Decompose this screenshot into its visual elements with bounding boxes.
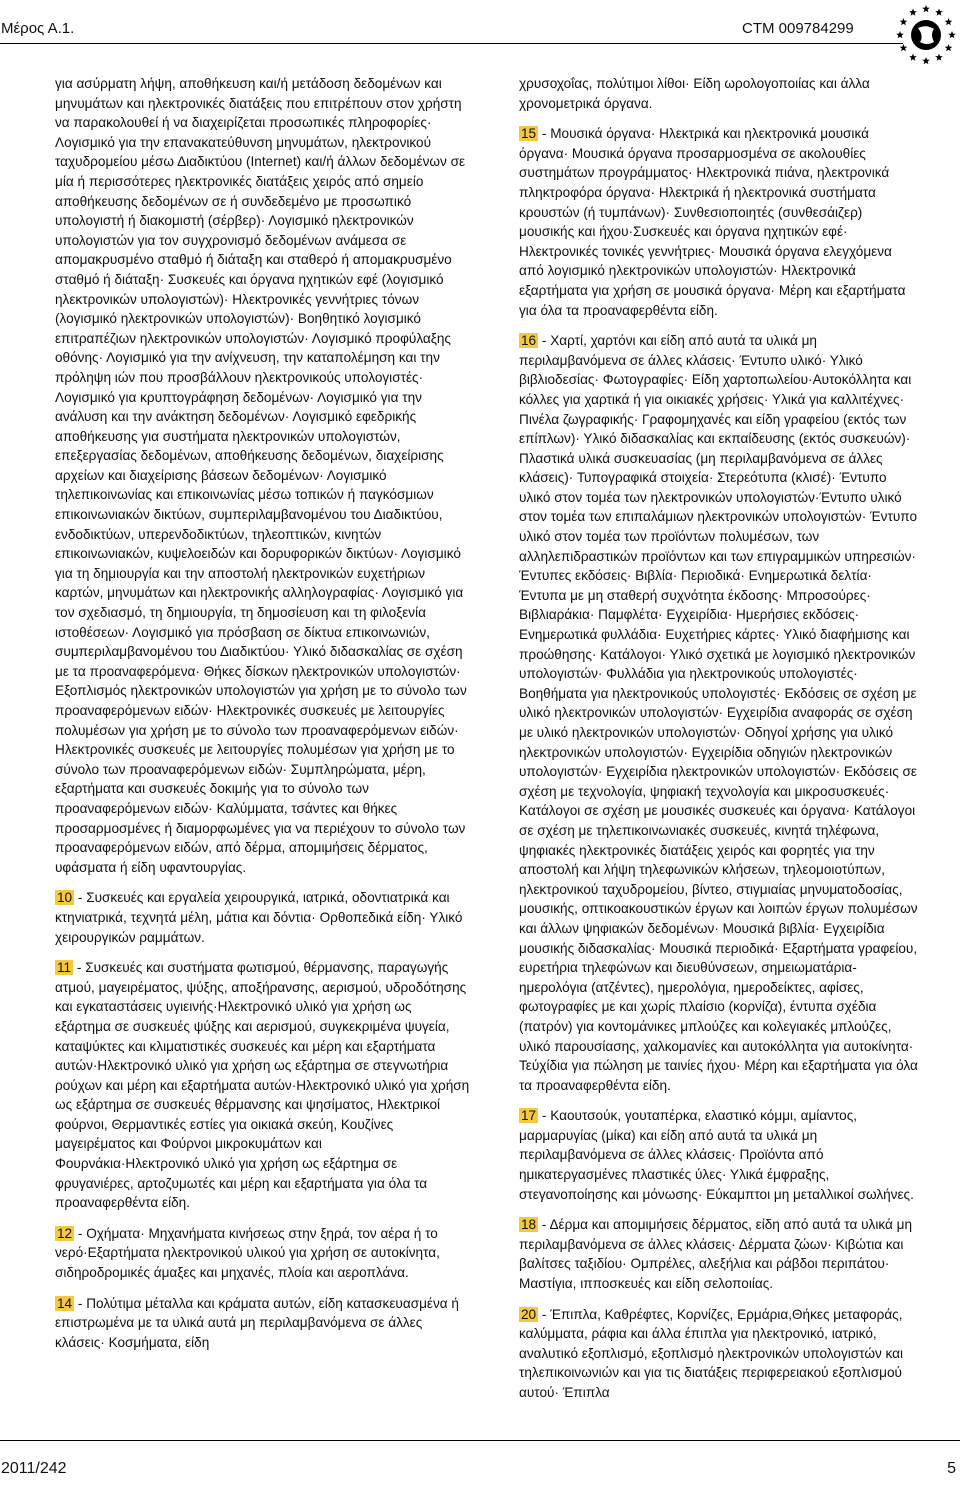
class-paragraph-20 (519, 1305, 919, 1403)
star-icon (935, 8, 943, 15)
class-number-badge: 17 (521, 1108, 537, 1124)
part-label: Μέρος Α.1. (1, 20, 75, 37)
star-icon (948, 31, 956, 38)
star-icon (900, 44, 908, 51)
star-icon (900, 18, 908, 25)
class-number-badge: 16 (521, 333, 537, 349)
class-paragraph-17 (519, 1106, 919, 1204)
class-number-badge: 12 (57, 1225, 73, 1241)
paragraph-text: - Μουσικά όργανα· Ηλεκτρικά και ηλεκτρονικά μουσικά όργανα· Μουσικά όργανα προσαρμοσμένα σε ακολουθίες συστημάτων προγράμματος· Ηλεκτρονικά πιάνα, ηλεκτρονικά πληκτροφόρα όργανα· Ηλεκτρικά ή ηλεκτρονικά συστήματα κρουστών (ή τυμπάνων)· Συνθεσιοποιητές (συνθεσάιζερ) μουσικής και ήχου·Συσκευές και όργανα ηχητικών εφέ· Ηλεκτρονικές τονικές γεννήτριες· Μουσικά όργανα ελεγχόμενα από λογισμικό ηλεκτρονικών υπολογιστών· Ηλεκτρονικά εξαρτήματα για χρήση σε μουσικά όργανα· Μέρη και εξαρτήματα για όλα τα προαναφερθέντα είδη. (519, 126, 906, 318)
class-number-badge: 15 (521, 126, 537, 142)
star-icon (909, 54, 917, 61)
class-paragraph-18 (519, 1215, 919, 1293)
star-icon (945, 44, 953, 51)
paragraph-text: χρυσοχοΐας, πολύτιμοι λίθοι· Είδη ωρολογοποιίας και άλλα χρονομετρικά όργανα. (519, 76, 870, 111)
class-number-badge: 10 (57, 890, 73, 906)
class-number-badge: 11 (57, 960, 72, 976)
class-paragraph-15 (519, 124, 919, 320)
mark-number: CTM 009784299 (742, 20, 854, 37)
star-icon (896, 31, 904, 38)
right-column (519, 74, 919, 1403)
star-icon (909, 8, 917, 15)
paragraph-text: - Χαρτί, χαρτόνι και είδη από αυτά τα υλικά μη περιλαμβανόμενα σε άλλες κλάσεις· Έντυπο υλικό· Υλικό βιβλιοδεσίας· Φωτογραφίες· Είδη χαρτοπωλείου·Αυτοκόλλητα και κόλλες για χαρτικά ή για οικιακές χρήσεις· Υλικά για καλλιτέχνες· Πινέλα ζωγραφικής· Γραφομηχανές και είδη γραφείου (εκτός των επίπλων)· Υλικό διδασκαλίας και εκπαίδευσης (εκτός συσκευών)· Πλαστικά υλικά συσκευασίας (μη περιλαμβανόμενα σε άλλες κλάσεις)· Τυπογραφικά στοιχεία· Στερεότυπα (κλισέ)· Έντυπο υλικό στον τομέα των ηλεκτρονικών υπολογιστών·Έντυπο υλικό στον τομέα των επιπαλάμιων ηλεκτρονικών υπολογιστών· Έντυπο υλικό στον τομέα των προϊόντων πολυμέσων, των αλληλεπιδραστικών προϊόντων και των επιγραμμικών υπηρεσιών· Έντυπες εκδόσεις· Βιβλία· Περιοδικά· Ενημερωτικά δελτία· Έντυπα με μη σταθερή συχνότητα έκδοσης· Μπροσούρες· Βιβλιαράκια· Παμφλέτα· Εγχειρίδια· Ημερήσιες εκδόσεις· Ενημερωτικά φυλλάδια· Ευχετήριες κάρτες· Υλικό διαφήμισης και προώθησης· Κατάλογοι· Υλικό σχετικά με λογισμικό ηλεκτρονικών υπολογιστών· Φυλλάδια για ηλεκτρονικούς υπολογιστές· Βοηθήματα για ηλεκτρονικούς υπολογιστές· Εκδόσεις σε σχέση με υλικό ηλεκτρονικών υπολογιστών· Εγχειρίδια αναφοράς σε σχέση με υλικό ηλεκτρονικών υπολογιστών· Οδηγοί χρήσης για υλικό ηλεκτρονικών υπολογιστών· Εγχειρίδια οδηγιών ηλεκτρονικών υπολογιστών· Εγχειρίδια ηλεκτρονικών υπολογιστών· Εκδόσεις σε σχέση με τεχνολογία, ψηφιακή τεχνολογία και μικροσυσκευές· Κατάλογοι σε σχέση με μουσικές συσκευές και όργανα· Κατάλογοι σε σχέση με τηλεπικοινωνιακές συσκευές, κινητά τηλέφωνα, ψηφιακές ηλεκτρονικές διατάξεις χειρός και φορητές για την αποστολή και λήψη τηλεφωνικών κλήσεων, τηλεομοιοτύπων, ηλεκτρονικού ταχυδρομείου, βίντεο, στιγμιαίας μηνυματοδοσίας, μουσικής, οπτικοακουστικών έργων και λοιπών έργων πολυμέσων και άλλων ψηφιακών δεδομένων· Μουσικά βιβλία· Εγχειρίδια μουσικής διδασκαλίας· Μουσικά περιοδικά· Εξαρτήματα γραφείου, ευρετήρια τηλεφώνων και διευθύνσεων, σημειωματάρια-ημερολόγια (ατζέντες), ημερολόγια, ημεροδείκτες, αφίσες, φωτογραφίες με και χωρίς πλαίσιο (κορνίζα), έντυπα σχέδια (πατρόν) για κοντομάνικες μπλούζες και κολεγιακές μπλούζες, υλικό παρουσίασης, χαλκομανίες και αυτοκόλλητα για αυτοκίνητα· Τεύχίδια για πώληση με ταινίες ήχου· Μέρη και εξαρτήματα για όλα τα προαναφερθέντα είδη. (519, 333, 918, 1093)
issue-number: 2011/242 (1, 1460, 67, 1477)
star-icon (945, 18, 953, 25)
left-column (55, 74, 470, 1352)
paragraph-text: - Συσκευές και συστήματα φωτισμού, θέρμανσης, παραγωγής ατμού, μαγειρέματος, ψύξης, αποξήρανσης, αερισμού, υδροδότησης και εγκαταστάσεις υγιεινής·Ηλεκτρονικό υλικό για χρήση ως εξάρτημα σε συσκευές ψύξης και αερισμού, συγκεκριμένα ψυγεία, καταψύκτες και κλιματιστικές συσκευές και μέρη και εξαρτήματα αυτών·Ηλεκτρονικό υλικό για χρήση ως εξάρτημα σε στεγνωτήρια ρούχων και μέρη και εξαρτήματα αυτών·Ηλεκτρονικό υλικό για χρήση ως εξάρτημα σε συσκευές θέρμανσης και ψησίματος, Ηλεκτρικοί φούρνοι, Θερμαντικές εστίες για οικιακά σκεύη, Κουζίνες μαγειρέματος και Φούρνοι μικροκυμάτων και Φουρνάκια·Ηλεκτρονικό υλικό για χρήση ως εξάρτημα σε φρυγανιέρες, αρτοζυμωτές και μέρη και εξαρτήματα για όλα τα προαναφερθέντα είδη. (55, 960, 470, 1211)
paragraph-text: - Οχήματα· Μηχανήματα κινήσεως στην ξηρά, τον αέρα ή το νερό·Εξαρτήματα ηλεκτρονικού υλικού για χρήση σε αυτοκίνητα, σιδηροδρομικές άμαξες και μηχανές, πλοία και αεροπλάνα. (55, 1225, 440, 1281)
paragraph-text: - Καουτσούκ, γουταπέρκα, ελαστικό κόμμι, αμίαντος, μαρμαρυγίας (μίκα) και είδη από αυτά τα υλικά μη περιλαμβανόμενα σε άλλες κλάσεις· Προϊόντα από ημικατεργασμένες πλαστικές ύλες· Υλικά έμφραξης, στεγανοποίησης και μόνωσης· Εύκαμπτοι μη μεταλλικοί σωλήνες. (519, 1108, 914, 1202)
emblem-center-icon (911, 20, 941, 50)
class-number-badge: 18 (521, 1217, 537, 1233)
paragraph-text: - Δέρμα και απομιμήσεις δέρματος, είδη από αυτά τα υλικά μη περιλαμβανόμενα σε άλλες κλάσεις· Δέρματα ζώων· Κιβώτια και βαλίτσες ταξιδίου· Ομπρέλες, αλεξήλια και ράβδοι περιπάτου· Μαστίγια, ιπποσκευές και είδη σελοποιίας. (519, 1217, 913, 1292)
footer-rule (0, 1440, 960, 1441)
class-number-badge: 20 (521, 1306, 537, 1322)
paragraph-text: - Έπιπλα, Καθρέφτες, Κορνίζες, Ερμάρια,Θήκες μεταφοράς, καλύμματα, ράφια και άλλα έπιπλα για ηλεκτρονικό, ιατρικό, αναλυτικό εξοπλισμό, εξοπλισμό ηλεκτρονικών υπολογιστών και τηλεπικοινωνιών και για τις διατάξεις περιφερειακού εξοπλισμού αυτού· Έπιπλα (519, 1306, 904, 1400)
class-number-badge: 14 (57, 1295, 73, 1311)
class-paragraph-11 (55, 958, 470, 1213)
star-icon (935, 54, 943, 61)
class-paragraph-12 (55, 1224, 470, 1283)
continuation-paragraph (55, 74, 470, 877)
page-header (0, 0, 960, 52)
paragraph-text: - Πολύτιμα μέταλλα και κράματα αυτών, είδη κατασκευασμένα ή επιστρωμένα με τα υλικά αυτά μη περιλαμβανόμενα σε άλλες κλάσεις· Κοσμήματα, είδη (55, 1295, 459, 1350)
star-icon (922, 57, 930, 64)
continuation-paragraph (519, 74, 919, 113)
paragraph-text: - Συσκευές και εργαλεία χειρουργικά, ιατρικά, οδοντιατρικά και κτηνιατρικά, τεχνητά μέλη, μάτια και δόντια· Ορθοπεδικά είδη· Υλικό χειρουργικών ραμμάτων. (55, 890, 463, 945)
class-paragraph-14 (55, 1294, 470, 1353)
page-footer (0, 1440, 960, 1489)
eu-stars-emblem-icon (894, 2, 958, 66)
star-icon (922, 5, 930, 12)
paragraph-text: για ασύρματη λήψη, αποθήκευση και/ή μετάδοση δεδομένων και μηνυμάτων και ηλεκτρονικές διατάξεις που επιτρέπουν στον χρήστη να παρακολουθεί ή να διαχειρίζεται προσωπικές πληροφορίες· Λογισμικό για την επανακατεύθυνση μηνυμάτων, ηλεκτρονικού ταχυδρομείου μέσω Διαδικτύου (Internet) και/ή άλλων δεδομένων σε μία ή περισσότερες ηλεκτρονικές διατάξεις χειρός από σημείο αποθήκευσης δεδομένων σε ή συνδεδεμένο με προσωπικό υπολογιστή ή διακομιστή (σέρβερ)· Λογισμικό ηλεκτρονικών υπολογιστών για τον συγχρονισμό δεδομένων ανάμεσα σε απομακρυσμένο σταθμό ή διάταξη και σταθερό ή απομακρυσμένο σταθμό ή διάταξη· Συσκευές και όργανα ηχητικών εφέ (λογισμικό ηλεκτρονικών υπολογιστών)· Ηλεκτρονικές γεννήτριες τόνων (λογισμικό ηλεκτρονικών υπολογιστών)· Βοηθητικό λογισμικό επιτραπέζιων ηλεκτρονικών υπολογιστών· Λογισμικό προφύλαξης οθόνης· Λογισμικό για την ανίχνευση, την καταπολέμηση και την πρόληψη ιών που προσβάλλουν ηλεκτρονικούς υπολογιστές· Λογισμικό για κρυπτογράφηση δεδομένων· Λογισμικό για την ανάλυση και την ανάκτηση δεδομένων· Λογισμικό εφεδρικής αποθήκευσης για συστήματα ηλεκτρονικών υπολογιστών, επεξεργασίας δεδομένων, αποθήκευσης δεδομένων, διαχείρισης αρχείων και διαχείρισης βάσεων δεδομένων· Λογισμικό τηλεπικοινωνίας και επικοινωνίας μέσω τοπικών ή παγκόσμιων επικοινωνιακών δικτύων, συμπεριλαμβανομένου του Διαδικτύου, ενδοδικτύων, υπερενδοδικτύων, τηλεοπτικών, κινητών επικοινωνιακών, κυψελοειδών και δορυφορικών δικτύων· Λογισμικό για τη δημιουργία και την αποστολή ηλεκτρονικών ευχετήριων καρτών, μηνυμάτων και ηλεκτρονικής αλληλογραφίας· Λογισμικό για τον σχεδιασμό, τη δημιουργία, τη δημοσίευση και τη φιλοξενία ιστοθέσεων· Λογισμικό για πρόσβαση σε δίκτυα επικοινωνιών, συμπεριλαμβανομένου του Διαδικτύου· Υλικό διδασκαλίας σε σχέση με τα προαναφερόμενα· Θήκες δίσκων ηλεκτρονικών υπολογιστών· Εξοπλισμός ηλεκτρονικών υπολογιστών για χρήση με το σύνολο των προαναφερόμενων ειδών· Ηλεκτρονικές συσκευές με λειτουργίες πολυμέσων για χρήση με το σύνολο των προαναφερόμενων ειδών· Ηλεκτρονικές συσκευές με λειτουργίες πολυμέσων για χρήση με το σύνολο των προαναφερόμενων ειδών· Συμπληρώματα, μέρη, εξαρτήματα και συσκευές δοκιμής για το σύνολο των προαναφερόμενων ειδών· Καλύμματα, τσάντες και θήκες προσαρμοσμένες ή διαμορφωμένες για να περιέχουν το σύνολο των προαναφερόμενων ειδών, από δέρμα, απομιμήσεις δέρματος, υφάσματα ή είδη υφαντουργίας. (55, 76, 467, 875)
class-paragraph-10 (55, 888, 470, 947)
page-number: 5 (947, 1460, 956, 1477)
class-paragraph-16 (519, 331, 919, 1095)
header-rule (0, 43, 903, 44)
